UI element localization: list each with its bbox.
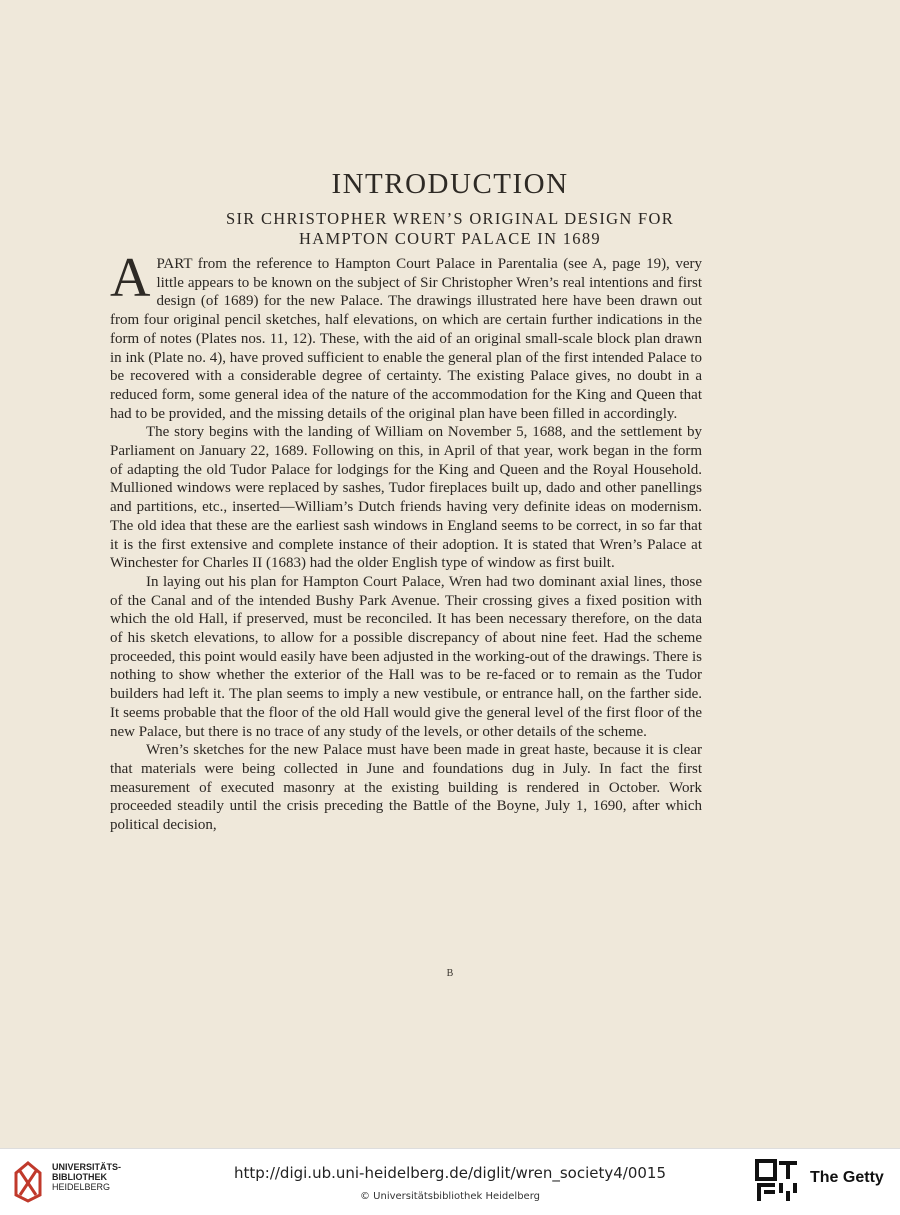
- paragraph-3: In laying out his plan for Hampton Court Palace, Wren had two dominant axial lines, those of the Canal and of the intended Bushy Park Avenue. Their crossing gives a fixed position with which the old Hall, if preserved, must be reconciled. It has been necessary therefore, on the data of his sketch elevations, to allow for a possible discrepancy of about nine feet. Had the scheme proceeded, this point would easily have been adjusted in the working-out of the drawings. There is nothing to show whether the exterior of the Hall was to be re-faced or to remain as the Tudor builders had left it. The plan seems to imply a new vestibule, or entrance hall, on the farther side. It seems probable that the floor of the old Hall would give the general level of the first floor of the new Palace, but there is no trace of any study of the levels, or other details of the scheme.: [110, 573, 702, 740]
- paragraph-1: [110, 247, 702, 423]
- viewer-footer: [0, 1148, 900, 1215]
- drop-cap: A: [110, 247, 151, 309]
- university-library-logo-icon: [10, 1159, 46, 1203]
- getty-logo-icon: [755, 1159, 799, 1203]
- library-name-line-3: HEIDELBERG: [52, 1182, 111, 1192]
- copyright-notice: © Universitätsbibliothek Heidelberg: [359, 1191, 540, 1202]
- page-title: INTRODUCTION: [331, 168, 569, 200]
- paragraph-1-text: PART from the reference to Hampton Court Palace in Parentalia (see A, page 19), very little appears to be known on the subject of Sir Christopher Wren’s real intentions and first design (of 1689) for the new Palace. The drawings illustrated here have been drawn out from four original pencil sketches, half elevations, on which are certain further indications in the form of notes (Plates nos. 11, 12). These, with the aid of an original small-scale block plan drawn in ink (Plate no. 4), have proved sufficient to enable the general plan of the first intended Palace to be recovered with a considerable degree of certainty. The existing Palace gives, no doubt in a reduced form, some general idea of the nature of the accommodation for the King and Queen that had to be provided, and the missing details of the original plan have been filled in accordingly.: [110, 256, 702, 422]
- subtitle-line-1: SIR CHRISTOPHER WREN’S ORIGINAL DESIGN FOR: [225, 209, 675, 228]
- library-name-line-2: BIBLIOTHEK: [52, 1172, 107, 1182]
- page-subtitle: [100, 209, 800, 249]
- paragraph-4: Wren’s sketches for the new Palace must have been made in great haste, because it is clear that materials were being collected in June and foundations dug in July. In fact the first measurement of executed masonry at the existing building is rendered in October. Work proceeded steadily until the crisis preceding the Battle of the Boyne, July 1, 1690, after which political decision,: [110, 742, 702, 834]
- signature-mark: B: [446, 968, 454, 979]
- paragraph-2: The story begins with the landing of William on November 5, 1688, and the settlement by Parliament on January 22, 1689. Following on this, in April of that year, work began in the form of adapting the old Tudor Palace for lodgings for the King and Queen and the Royal Household. Mullioned windows were replaced by sashes, Tudor fireplaces built up, dado and other panellings and partitions, etc., inserted—William’s Dutch friends having very definite ideas on modernism. The old idea that these are the earliest sash windows in England seems to be correct, in so far that it is the first extensive and complete instance of their adoption. It is stated that Wren’s Palace at Winchester for Charles II (1683) had the older English type of window as first built.: [110, 424, 702, 572]
- permalink-url[interactable]: http://digi.ub.uni-heidelberg.de/diglit/wren_society4/0015: [233, 1164, 667, 1182]
- body-text: [110, 247, 702, 835]
- subtitle-line-2: HAMPTON COURT PALACE IN 1689: [299, 229, 601, 248]
- library-name-line-1: UNIVERSITÄTS-: [52, 1162, 122, 1172]
- getty-label: The Getty: [810, 1169, 884, 1186]
- university-library-name: [52, 1162, 121, 1192]
